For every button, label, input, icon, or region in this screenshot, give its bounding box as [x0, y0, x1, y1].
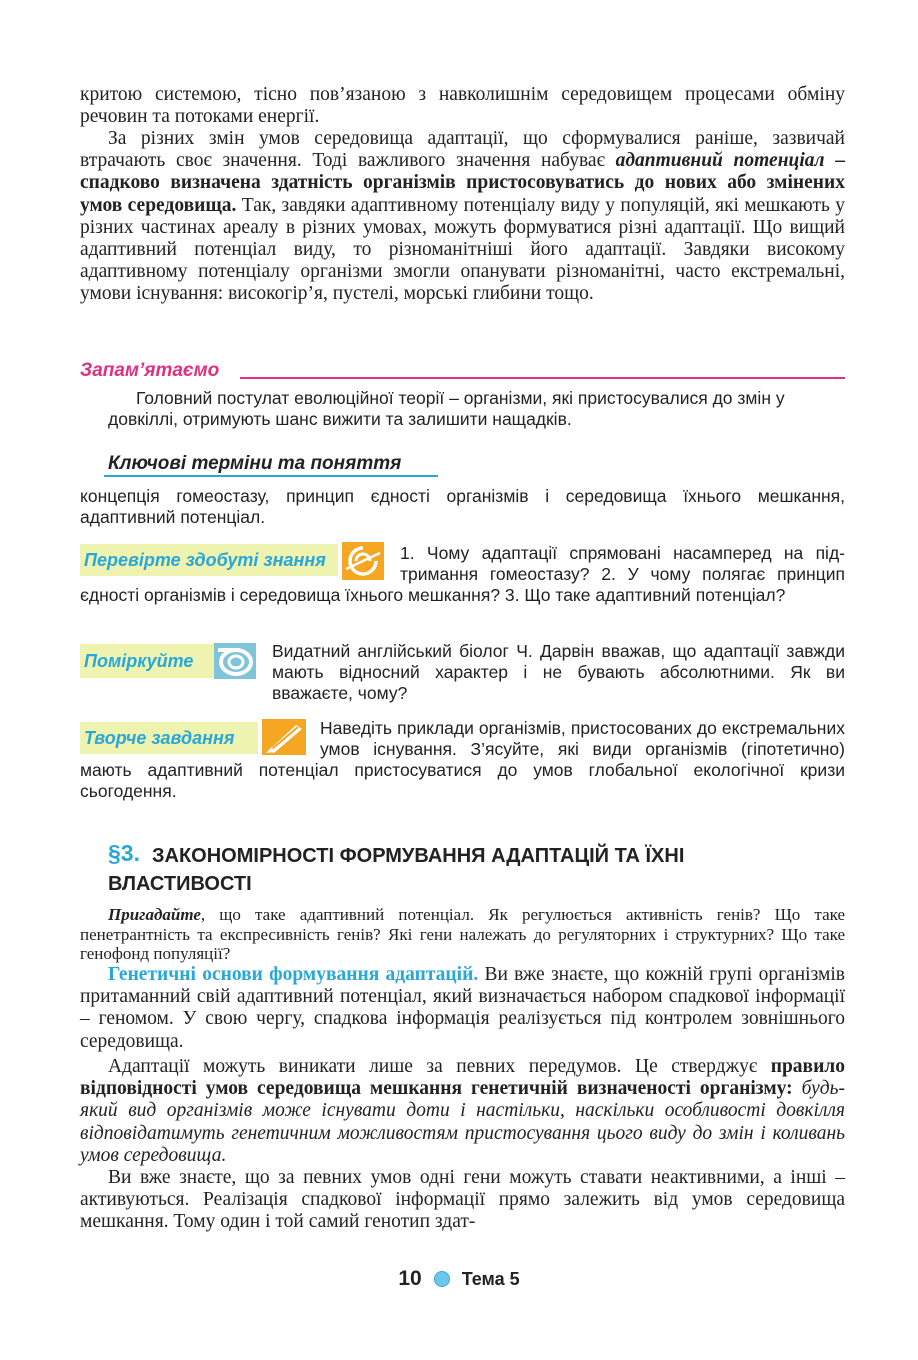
check-knowledge-label: Перевірте здобуті знання — [80, 544, 338, 576]
check-knowledge-text: 1. Чому адаптації спрямовані насамперед на підтримання гомеостазу? 2. У чому полягає принцип єдності організмів і середовища їхнього мешкання? 3. Що таке адаптивний потенціал? — [80, 543, 845, 605]
body-paragraph-2 — [80, 1056, 845, 1167]
bullet-dot-icon — [434, 1271, 450, 1287]
intro-paragraph-1 — [80, 84, 845, 128]
remember-title: Запам’ятаємо — [80, 360, 220, 381]
intro-paragraph-2-run-0: За різних змін умов середовища адаптації, що сформувалися раніше, зазвичай втрачають своє значення. Тоді важливого значення набуває — [80, 128, 845, 172]
body-paragraph-2-run-0: Адаптації можуть виникати лише за певних передумов. Це стверджує — [108, 1056, 771, 1077]
recall-run-0: Пригадайте — [108, 905, 201, 924]
body-paragraph-2-run-1: правило відповідності умов середовища мешкання генетичній визначеності організму: — [80, 1056, 845, 1100]
creative-label: Творче завдання — [80, 722, 258, 754]
page-footer — [0, 1267, 918, 1291]
recall-paragraph — [80, 905, 845, 964]
recall-run-1: , що таке адаптивний потенціал. Як регулюється активність генів? Що таке пенетрантність та експресивність генів? Які гени належать до регуляторних і структурних? Що таке генофонд популяції? — [80, 905, 845, 963]
section-title: ЗАКОНОМІРНОСТІ ФОРМУВАННЯ АДАПТАЦІЙ ТА ЇХНІ ВЛАСТИВОСТІ — [108, 845, 685, 895]
body-paragraph-1 — [80, 964, 845, 1053]
think-text: Видатний англійський біолог Ч. Дарвін вважав, що адаптації завжди мають відносний характер і не бувають абсолютними. Як ви вважаєте, чому? — [272, 641, 845, 703]
key-terms-text: концепція гомеостазу, принцип єдності організмів і середовища їхнього мешкання, адаптивний потенціал. — [80, 486, 845, 527]
remember-text: Головний постулат еволюційної теорії – організми, які пристосувалися до змін у довкіллі, отримують шанс вижити та залишити нащадків. — [108, 388, 785, 429]
key-terms-divider — [104, 475, 438, 477]
body-paragraph-2-run-3: будь-який вид організмів може існувати доти і настільки, наскільки особливості довкілля відповідатимуть генетичним можливостям пристосування цього виду до змін і коливань умов середовища. — [80, 1078, 845, 1166]
intro-paragraph-2-run-2: – — [824, 150, 845, 172]
topic-label: Тема 5 — [461, 1268, 520, 1289]
lens-icon — [214, 643, 256, 679]
body-paragraph-3-run-0: Ви вже знаєте, що за певних умов одні гени можуть ставати неактивними, а інші – активуються. Реалізація спадкової інформації прямо залежить від умов середовища мешкання. Тому один і той самий генотип здат- — [80, 1167, 845, 1233]
section-number: §3. — [108, 840, 140, 866]
creative-text: Наведіть приклади організмів, пристосованих до екстремальних умов існування. З’ясуйте, які види організмів (гіпотетично) мають адаптивний потенціал пристосуватися до умов глобальної екологічної кризи сьогодення. — [80, 718, 845, 801]
body-paragraph-1-run-0: Генетичні основи формування адаптацій. — [108, 964, 479, 985]
intro-paragraph-2-run-3: спадково визначена здатність організмів пристосовуватись до нових або змінених умов середовища. — [80, 172, 845, 216]
intro-paragraph-2-run-1: адаптивний потенціал — [615, 150, 825, 172]
intro-paragraph-2-run-4: Так, завдяки адаптивному потенціалу виду у популяцій, які мешкають у різних частинах ареалу в різних умовах, можуть формуватися різні адаптації. Що вищий адаптивний потенціал виду, то різноманітніші його адаптації. Завдяки високому адаптивному потенціалу організми змогли опанувати різноманітні, часто екстремальні, умови існування: високогір’я, пустелі, морські глибини тощо. — [80, 194, 845, 305]
page-number: 10 — [398, 1267, 422, 1290]
remember-divider — [240, 377, 845, 379]
key-terms-title: Ключові терміни та поняття — [108, 453, 402, 474]
intro-paragraph-2 — [80, 128, 845, 306]
body-paragraph-2-run-2 — [793, 1078, 802, 1099]
intro-paragraph-1-run-0: критою системою, тісно пов’язаною з навколишнім середовищем процесами обміну речовин та потоками енергії. — [80, 84, 845, 128]
body-paragraph-3 — [80, 1167, 845, 1234]
body-paragraph-1-run-1: Ви вже знаєте, що кожній групі організмів притаманний свій адаптивний потенціал, який визначається набором спадкової інформації – геномом. У свою чергу, спадкова інформація реалізується під контролем зовнішнього середовища. — [80, 964, 845, 1052]
think-label: Поміркуйте — [80, 644, 214, 678]
